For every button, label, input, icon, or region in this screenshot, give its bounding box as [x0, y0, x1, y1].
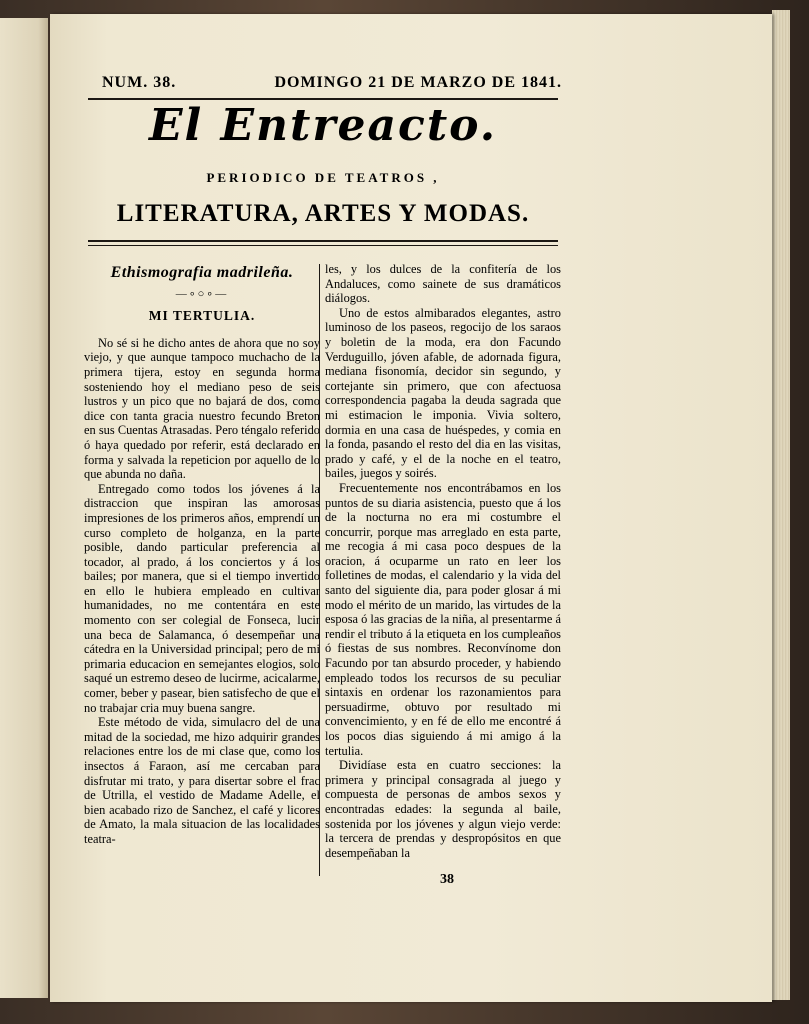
paragraph: Este método de vida, simulacro del de una mitad de la sociedad, me hizo adquirir grandes relaciones entre los de mi clase que, como los insectos á Faraon, así me cercaban para disfrutar mi trato, y para disertar sobre el frac de Utrilla, el vestido de Madame Adelle, el bien acabado rizo de Sanchez, el café y licores de Amato, la mala situacion de las localidades teatra-: [84, 715, 320, 846]
left-page-edge: [0, 18, 48, 998]
section-title: Ethismografia madrileña.: [110, 264, 294, 281]
paragraph: Dividíase esta en cuatro secciones: la primera y principal consagrada al juego y compuesta de personas de ambos sexos y encontradas edades: la segunda al baile, sostenida por los jóvenes y algun viejo verde: la tercera de prendas y despropósitos en que desempeñaban la: [325, 758, 561, 860]
page-stack-edge: [772, 10, 790, 1000]
paragraph: Uno de estos almibarados elegantes, astro luminoso de los paseos, regocijo de los saraos y boletin de la moda, era don Facundo Verduguillo, jóven afable, de adornada figura, mediana fisonomía, decidor sin segundo, y cortejante sin primero, que con afectuosa correspondencia pagaba la deuda sagrada que mi estimacion le imponia. Vivia soltero, dormia en una casa de huéspedes, y comia en la fonda, pasando el resto del dia en las visitas, prado y café, y el de la noche en el teatro, bailes, juegos y soirés.: [325, 305, 561, 481]
right-column: [325, 262, 561, 860]
page-number: 38: [440, 872, 454, 887]
paragraph: No sé si he dicho antes de ahora que no soy viejo, y que aunque tampoco muchacho de la primera tijera, estoy en segunda horma sosteniendo hoy el mediano peso de seis lustros y un pico que no bajará de dos, como dice con tanta gracia nuestro fecundo Breton en sus Cuentas Atrasadas. Pero téngalo referido ó haya quedado por referir, está declarado en forma y salvada la repeticion por aquello de lo que abunda no daña.: [84, 335, 320, 482]
issue-header: [102, 74, 562, 92]
issue-number: NUM. 38.: [102, 74, 177, 91]
masthead-rule-bottom: [88, 245, 558, 246]
ornament-divider: —∘○∘—: [175, 287, 229, 300]
masthead-title: El Entreacto.: [148, 100, 498, 151]
masthead-subtitle: PERIODICO DE TEATROS ,: [206, 170, 440, 185]
paragraph: Frecuentemente nos encontrábamos en los puntos de su diaria asistencia, puesto que á los de la nocturna no era mi costumbre el concurrir, porque mas arreglado en esta parte, me recogia á mi casa poco despues de la oracion, á ocuparme un rato en leer los folletines de modas, el calendario y la vida del santo del siguiente dia, para poder glosar á mi modo el mérito de un marido, las virtudes de la esposa ó las gracias de la niña, al presentarme á rendir el tributo á la etiqueta en los cumpleaños ó fiestas de sus nombres. Reconvínome don Facundo por tan absurdo proceder, y habiendo empleado todos los recursos de su peculiar sintaxis en ordenar los razonamientos para persuadirme, obtuvo por resultado mi convencimiento, y en fé de ello me encontré á los pocos dias siguiendo á mi amigo á la tertulia.: [325, 480, 562, 758]
article-title: MI TERTULIA.: [148, 308, 256, 324]
masthead-subtitle-main: LITERATURA, ARTES Y MODAS.: [116, 200, 530, 227]
paragraph: Entregado como todos los jóvenes á la distraccion que inspiran las amorosas impresiones de los primeros años, emprendí un curso completo de holganza, en la parte posible, dando particular preferencia al tocador, al prado, á los conciertos y á los bailes; por manera, que si el tiempo invertido en ello le hubiera empleado en cultivar humanidades, no me contentára en este momento con ser colegial de Fonseca, lucir una beca de Salamanca, ó desempeñar una cátedra en la Universidad principal; pero de mi primaria educacion en semejantes elogios, solo saqué un estremo deseo de lucirme, acicalarme, comer, beber y pasear, bien satisfecho de que el no trabajar cria muy buena sangre.: [84, 481, 321, 715]
paragraph: les, y los dulces de la confitería de los Andaluces, como sainete de sus dramáticos diálogos.: [325, 262, 561, 306]
left-column: [84, 262, 320, 847]
masthead-rule-top: [88, 240, 558, 242]
issue-date: DOMINGO 21 DE MARZO DE 1841.: [274, 74, 562, 91]
